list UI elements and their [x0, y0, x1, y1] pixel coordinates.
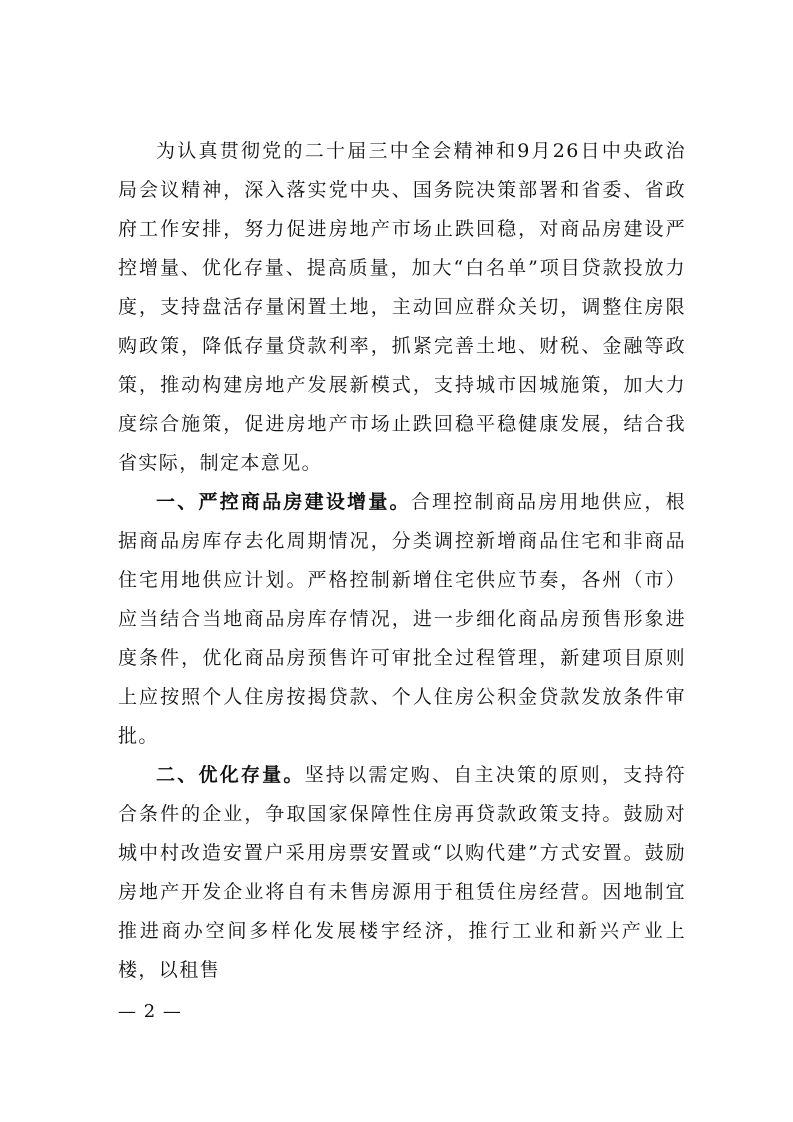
intro-paragraph-text: 为认真贯彻党的二十届三中全会精神和9月26日中央政治局会议精神，深入落实党中央、国务院决策部署和省委、省政府工作安排，努力促进房地产市场止跌回稳，对商品房建设严控增量、优化存量、提高质量，加大“白名单”项目贷款投放力度，支持盘活存量闲置土地，主动回应群众关切，调整住房限购政策，降低存量贷款利率，抓紧完善土地、财税、金融等政策，推动构建房地产发展新模式，支持城市因城施策，加大力度综合施策，促进房地产市场止跌回稳平稳健康发展，结合我省实际，制定本意见。 [118, 140, 686, 474]
section-two-heading: 二、优化存量。 [156, 764, 305, 786]
section-two-paragraph [118, 756, 686, 990]
page-number: — 2 — [118, 1001, 182, 1022]
section-one-heading: 一、严控商品房建设增量。 [156, 491, 411, 513]
document-body [118, 132, 686, 990]
intro-paragraph [118, 132, 686, 483]
section-one-paragraph [118, 483, 686, 756]
section-two-text: 坚持以需定购、自主决策的原则，支持符合条件的企业，争取国家保障性住房再贷款政策支持。鼓励对城中村改造安置户采用房票安置或“以购代建”方式安置。鼓励房地产开发企业将自有未售房源用于租赁住房经营。因地制宜推进商办空间多样化发展楼宇经济，推行工业和新兴产业上楼，以租售 [118, 764, 686, 981]
section-one-text: 合理控制商品房用地供应，根据商品房库存去化周期情况，分类调控新增商品住宅和非商品住宅用地供应计划。严格控制新增住宅供应节奏，各州（市）应当结合当地商品房库存情况，进一步细化商品房预售形象进度条件，优化商品房预售许可审批全过程管理，新建项目原则上应按照个人住房按揭贷款、个人住房公积金贷款发放条件审批。 [118, 491, 686, 747]
